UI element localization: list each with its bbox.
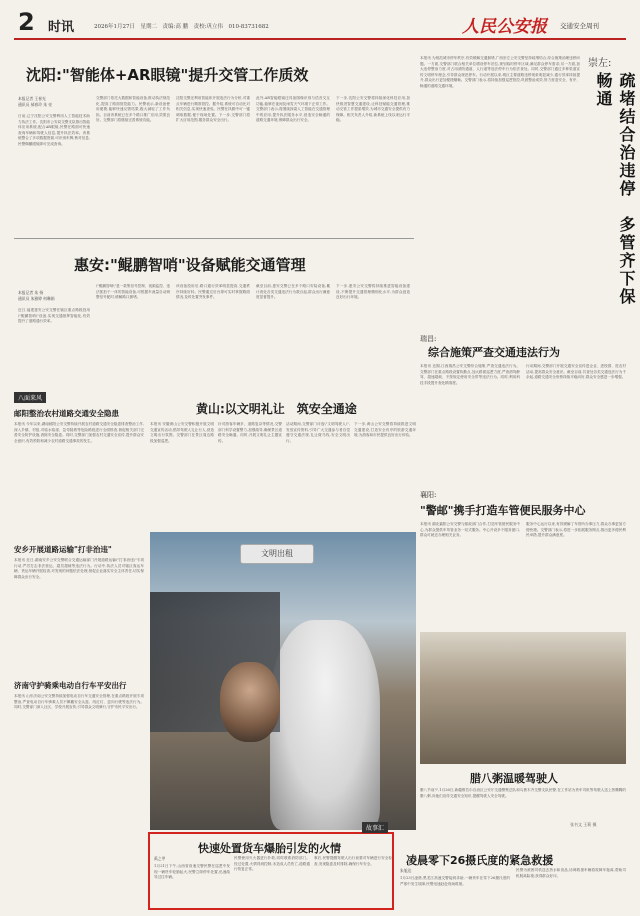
- headline: 凌晨零下26摄氏度的紧急救援: [406, 854, 554, 867]
- column-title: 疏堵结合治违停 多管齐下保畅通: [594, 72, 636, 306]
- main-photo: [150, 532, 416, 830]
- dateline: 襄阳:: [420, 491, 437, 499]
- photo-credit: 张书文 王莉 摄: [570, 822, 597, 827]
- byline: 本报记者 朱 扬 通讯员 朱雅婷 何琳娟: [18, 290, 55, 301]
- headline: "警邮"携手打造车管便民服务中心: [420, 504, 586, 517]
- byline: 禹之甲: [154, 856, 166, 861]
- section-tag: 故事汇: [362, 822, 388, 833]
- headline-jinan: 济南守护骑乘电动自行车平安出行: [14, 681, 127, 690]
- body-col-4: 截至目前,惠安交警已在多个路口安装设备,累计查处各类交通违法行为数百起,群众出行满意度显著提升。: [256, 284, 330, 300]
- body-col-2: 民警为被困司机送去热水和食品,协调救援车辆将故障车拖离,帮助司机脱离险境,获得群众好评。: [516, 868, 626, 878]
- body-col-4: 此外,AR智能眼镜还具备图像识别与语音交互功能,能够在夜间及雨雪天气环境下正常工作。交警部门表示,将继续探索人工智能在交通管理中的应用,提升执法服务水平,营造安全畅通的道路交通环境,保障群众出行安全。: [256, 96, 330, 123]
- body-col-5: 下一步,惠安公安交警将持续推进智能设备建设,不断提升交通管理精细化水平,为群众创造良好出行环境。: [336, 284, 410, 300]
- body-col-2: \"鲲鹏智哨\"是一款集信号控制、视频监控、违法抓拍于一体的智能设备,可根据车流量自动调整信号配时,缓解路口拥堵。: [96, 284, 170, 300]
- body-col-3: 活动期间,交警部门评选\"文明驾驶人\",发放宣传资料,引导广大交通参与者自觉遵守交通法规,礼让斑马线,安全文明出行。: [286, 422, 350, 443]
- article-ruichang: [420, 334, 626, 484]
- masthead-subtitle: 交通安全周刊: [560, 22, 599, 30]
- masthead-brand: 人民公安报: [462, 17, 547, 37]
- body-col-1: 本报讯 安徽黄山公安交警积极开展文明交通宣传活动,倡导驾驶人礼让行人,营造文明出行氛围。交警部门在景区周边路段加强巡逻。: [150, 422, 214, 443]
- page-number: 2: [18, 8, 35, 36]
- headline: 腊八粥温暖驾驶人: [470, 772, 558, 785]
- body-col-1: 本报讯 为规范城市停车秩序,有效缓解交通拥堵,广西崇左公安交警坚持疏堵结合,综合施策治理违停问题。一方面,交警部门联合相关单位增设停车泊位,规划临时停车区域,满足群众停车需求;另一方面,加大违停整治力度,对占用消防通道、人行道等违法停车行为依法查处。同时,交警部门通过多种渠道宣传文明停车理念,引导群众规范停车。行动开展以来,城区主要道路违停现象明显减少,通行效率持续提升,群众出行更加便捷顺畅。交警部门表示,将持续加强巡逻管控,巩固整治成效,努力营造安全、有序、畅通的道路交通环境。: [420, 56, 580, 88]
- headline: 沈阳:"智能体+AR眼镜"提升交管工作质效: [26, 66, 309, 84]
- section-tag: 八面来风: [14, 392, 46, 403]
- body-anxiang: 本报讯 近日,湖南安乡公安交警联合交通运输部门开展道路运输\"打非治违\"专项行动,严厉打击非法营运、超员超载等违法行为。行动中,执法人员对辖区客运车辆、货运车辆开展检查,对发现的问题依法处理,督促企业落实安全主体责任,切实保障群众出行安全。: [14, 558, 144, 579]
- article-shenyang: [14, 52, 414, 240]
- body-col-5: 下一步,沈阳公安交警将持续深化科技应用,加快推进智慧交通建设,让科技赋能交通管理,推动交管工作提质增效,为城市交通安全提供有力保障。相关负责人介绍,新系统上线以来运行平稳。: [336, 96, 410, 123]
- header-rule: [14, 38, 626, 40]
- body-col-1: 本报讯 湖北襄阳公安交警与邮政部门合作,打造车管便民服务中心,为群众提供车驾管业务一站式服务。中心开设多个服务窗口,群众可就近办理相关业务。: [420, 522, 520, 538]
- page-header: [0, 0, 640, 48]
- section-name: 时讯: [48, 20, 75, 35]
- dateline: 瑞昌:: [420, 335, 437, 343]
- body-col-3: 沈阳交警还利用智能体开展违法行为分析,对重点车辆进行精准管控。据介绍,系统可自动比对相关信息,实现快速查验。民警在执勤中可一键调取数据,便于现场处置。下一步,交警部门将扩大应用范围,服务群众安全出行。: [176, 96, 250, 123]
- headline: 惠安:"鲲鹏智哨"设备赋能交通管理: [74, 256, 306, 274]
- headline-anxiang: 安乡开展道路运输"打非治违": [14, 545, 112, 554]
- left-briefs: [14, 392, 144, 802]
- column-chongzuo: [420, 52, 636, 330]
- officer-figure: [270, 620, 380, 830]
- body-col-3: 事后,民警提醒驾驶人出行前要对车辆进行安全检查,发现隐患及时排除,确保行车安全。: [314, 856, 392, 866]
- article-truck-fire: [148, 825, 394, 910]
- header-meta: 2026年1月27日 星期二 责编:高 鹏 责校:巩立伟 010-83731682: [94, 24, 269, 30]
- article-huangshan: [150, 392, 416, 532]
- body-col-1: 日前,辽宁沈阳公安交警利用人工智能技术助力执法工作。沈阳市公安局交警支队推出智能体应用系统,配合AR眼镜,民警在路面可快速查询车辆和驾驶人信息,提升执法效率。该系统整合了多项数据资源,可识别车牌,核对信息,民警佩戴眼镜即可完成查询。: [18, 114, 90, 146]
- byline: 本报记者 王春光 通讯员 郝春玲 朱 亮: [18, 96, 52, 107]
- body-col-1: 近日,福建惠安公安交警在辖区重点路段投用\"鲲鹏智哨\"设备,实现交通指挥智能化,有效提升了道路通行效率。: [18, 308, 90, 324]
- taxi-sign: 文明出租: [240, 544, 314, 564]
- body-col-1: 1月21日下午,山西省高速交警民警在巡逻中发现一辆货车轮胎起火,民警立即停车处置,迅速疏导过往车辆。: [154, 864, 230, 880]
- body-col-2: 针对游客车辆多、道路复杂等情况,交警部门科学设置警力,加强疏导,确保景区道路安全畅通。同时,开展文明礼让主题宣传。: [218, 422, 282, 443]
- body-col-1: 本报讯 近期,江西瑞昌公安交警综合施策,严查交通违法行为。交警部门在重点路段设置执勤点,加大路面巡逻力度,严查酒驾醉驾、超速超载、不按规定使用安全带等违法行为。同时,利用科技手段提升查处精准度。: [420, 364, 520, 385]
- body-col-3: 该设备投用后,路口通行效率明显提高,交通秩序持续好转。民警通过后台即可实时掌握路面情况,及时处置突发事件。: [176, 284, 250, 300]
- article-huian: [14, 244, 414, 364]
- body-jinan: 本报讯 山东济南公安交警持续加强电动自行车交通安全管理,在重点路段开展专项整治,严查电动自行车骑乘人员不佩戴安全头盔、闯红灯、逆向行驶等违法行为。同时,交警部门深入社区、学校开展宣传,引导群众文明骑行,守护市民平安出行。: [14, 694, 144, 710]
- headline: 黄山:以文明礼让 筑安全通途: [196, 402, 357, 416]
- byline: 朱旭达: [400, 868, 412, 873]
- headline: 快速处置货车爆胎引发的火情: [198, 842, 341, 855]
- body-col-4: 下一步,黄山公安交警将持续推进文明交通建设,打造安全有序的旅游交通环境,为游客和市民提供良好出行体验。: [354, 422, 416, 438]
- body-col-2: 服务中心运行以来,有效缓解了车管所办事压力,群众办事更加方便快捷。交警部门表示,将进一步拓展服务网点,推出更多便民利民举措,提升群众满意度。: [526, 522, 626, 538]
- laba-photo: [420, 632, 626, 764]
- body-col-2: 民警使用灭火器进行扑救,同时联系消防部门。经过处置,火情得到控制,未造成人员伤亡,道路通行恢复正常。: [234, 856, 310, 872]
- article-xiangyang: [420, 490, 626, 630]
- divider: [14, 238, 414, 239]
- body-zhengdu: 本报讯 今年以来,湖南邮阳公安交警持续开展农村道路交通安全隐患排查整治工作,深入乡镇、村组,对临水临崖、急弯陡坡等危险路段进行全面排查,督促相关部门完善安全防护设施,消除安全隐患。同时,交警部门加强农村交通安全宣传,提升群众安全意识,有效预防和减少农村道路交通事故的发生。: [14, 422, 144, 443]
- body-col-2: 行动期间,交警部门开展交通安全宣传进企业、进校园、进农村活动,提高群众安全意识。截至目前,共查处各类交通违法行为千余起,道路交通安全形势持续平稳向好,群众安全感进一步增强。: [526, 364, 626, 380]
- column-tag: 崇左:: [588, 58, 612, 69]
- driver-figure: [220, 662, 280, 742]
- headline: 综合施策严查交通违法行为: [428, 346, 560, 359]
- body-col-2: 交警部门依托大数据和智能设备,推动执法规范化,提高了路面管控能力。民警表示,新设备使用便捷,能够快速反馈结果,极大减轻了工作负担。目前该系统已在多个路口推广应用,效果良好。交警部门将继续完善系统功能。: [96, 96, 170, 123]
- caption: 腊八节前夕,1月26日,新疆维吾尔自治区公安厅交通警察总队和乌鲁木齐交警支队民警,在工作站为货车司机等驾驶人送上热腾腾的腊八粥,向他们宣传交通安全知识,提醒驾驶人安全驾驶。: [420, 788, 626, 798]
- article-laba: [420, 632, 626, 852]
- headline-zhengdu: 邮阳整治农村道路交通安全隐患: [14, 409, 119, 418]
- article-lingchen: [400, 852, 626, 912]
- body-col-1: 1月23日凌晨,黑龙江高速交警接到求助,一辆货车在零下26摄氏度的严寒中发生故障,民警迅速赶赴现场救援。: [400, 876, 510, 886]
